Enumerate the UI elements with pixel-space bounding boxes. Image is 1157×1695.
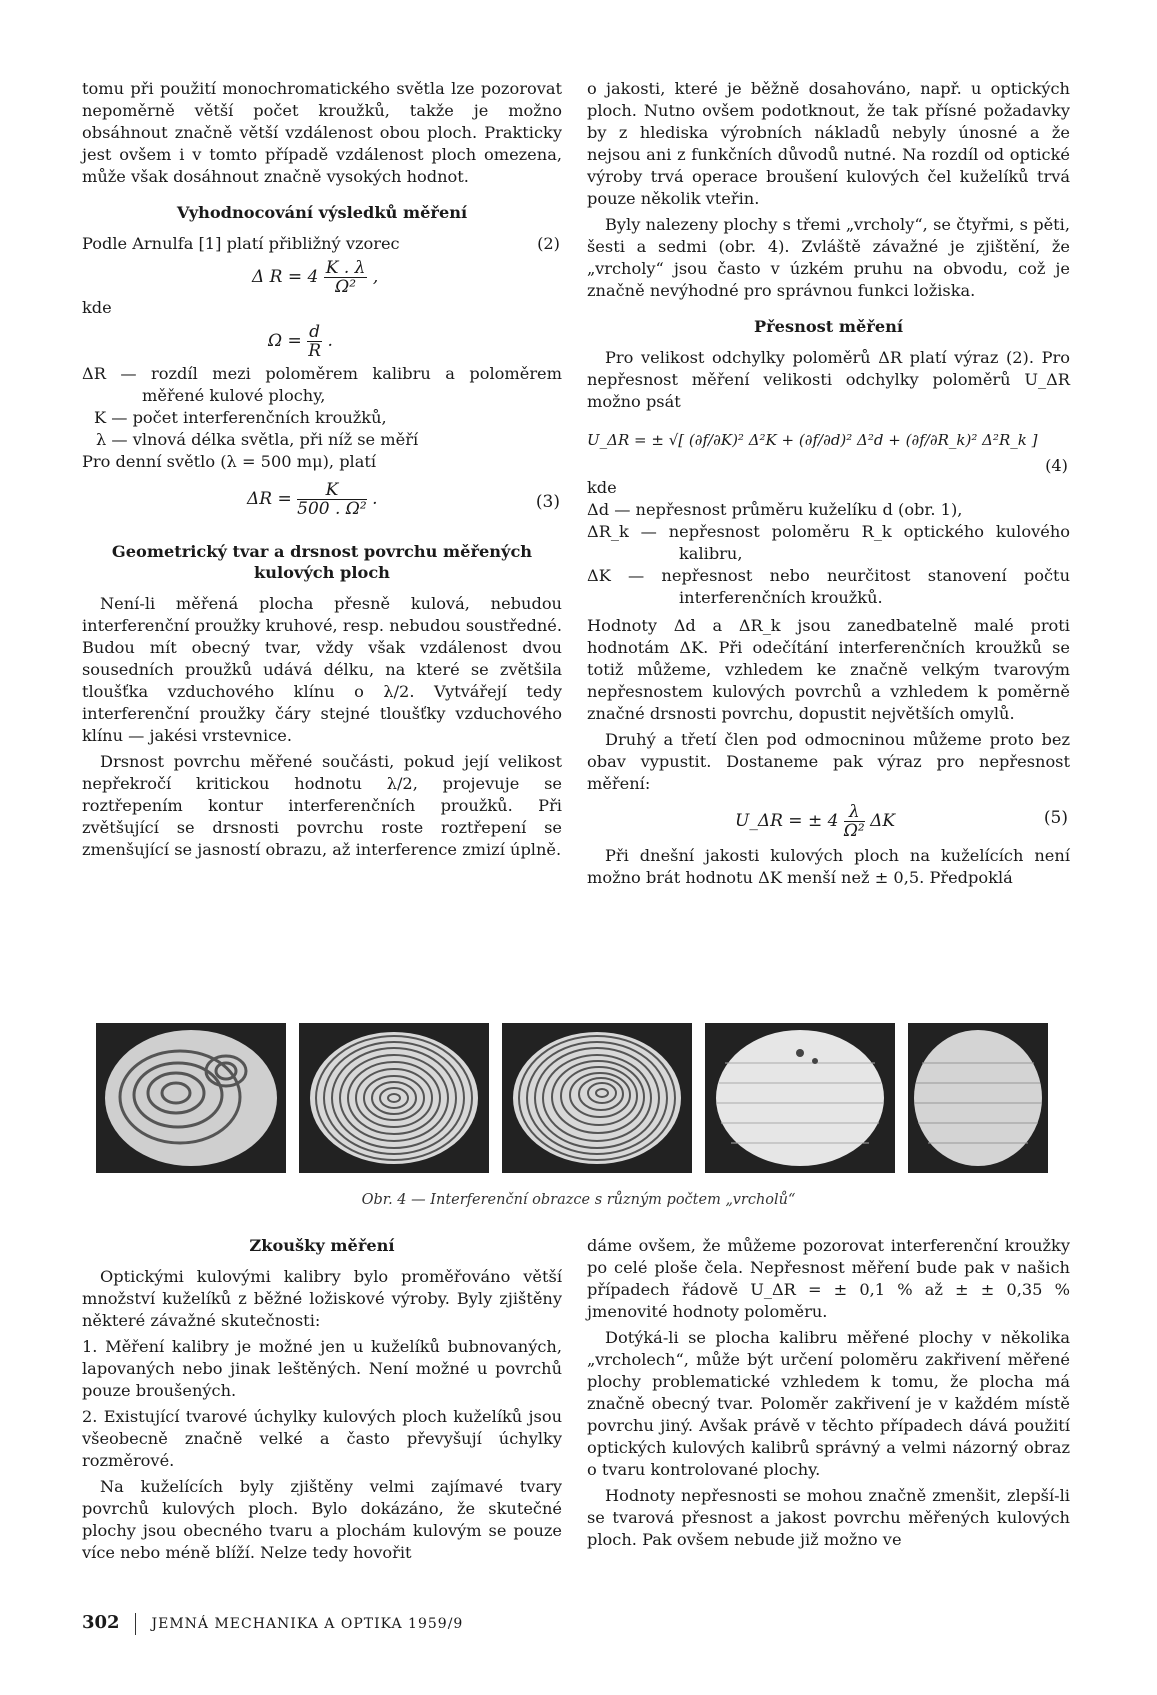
arnulf-line: [82, 233, 562, 255]
equation-omega: [82, 319, 562, 363]
eq5-numerator: λ: [844, 803, 865, 822]
paragraph-hodnoty: Hodnoty Δd a ΔR_k jsou zanedbatelně malé proti hodnotám ΔK. Při odečítání interferenčních kroužků se totiž můžeme, vzhledem ke značně velkým tvarovým nepřesnostem kulových povrchů a vzhledem k poměrně značné drsnosti povrchu, dopustit největších omylů.: [587, 616, 1070, 723]
definition-k: K — počet interferenčních kroužků,: [94, 408, 387, 427]
paragraph-dnesni: Při dnešní jakosti kulových ploch na kuželících není možno brát hodnotu ΔK menší než ± 0,5. Předpoklá: [587, 846, 1070, 887]
eq5-tail: ΔK: [870, 811, 896, 831]
heading-geometricky-tvar: Geometrický tvar a drsnost povrchu měřených kulových ploch: [111, 542, 533, 582]
paragraph-velikost: Pro velikost odchylky poloměrů ΔR platí výraz (2). Pro nepřesnost měření velikosti odchylky poloměrů U_ΔR možno psát: [587, 348, 1070, 411]
interference-image-1: [96, 1023, 286, 1173]
equation-2: [82, 255, 562, 297]
eq3-fraction: [297, 481, 367, 518]
left-column-top: [82, 78, 562, 865]
eq2-lhs: Δ R = 4: [252, 267, 319, 287]
eq3-numerator: K: [297, 481, 367, 500]
omega-denominator: R: [308, 341, 321, 361]
interference-image-2: [299, 1023, 489, 1173]
paragraph-drsnost: Drsnost povrchu měřené součásti, pokud její velikost nepřekročí kritickou hodnotu λ/2, projevuje se roztřepením kontur interferenčních proužků. Při zvětšující se drsnosti povrchu roste roztřepení se zmenšující se jasností obrazu, až interference zmizí úplně.: [82, 752, 562, 859]
paragraph-denni: Pro denní světlo (λ = 500 mμ), platí: [82, 452, 377, 471]
paragraph-dotyka: Dotýká-li se plocha kalibru měřené plochy v několika „vrcholech“, může být určení poloměru zakřivení měřené plochy problematické vzhledem k tomu, že plocha má značně obecný tvar. Poloměr zakřivení je v každém místě povrchu jiný. Avšak právě v těchto případech dává použití optických kulových kalibrů správný a velmi názorný obraz o tvaru kontrolované plochy.: [587, 1328, 1070, 1479]
heading-zkousky: Zkoušky měření: [249, 1236, 395, 1255]
definition-delta-d: Δd — nepřesnost průměru kuželíku d (obr. 1),: [587, 500, 963, 519]
paragraph-vrcholy: Byly nalezeny plochy s třemi „vrcholy“, se čtyřmi, s pěti, šesti a sedmi (obr. 4). Zvláště závažné je zjištění, že „vrcholy“ jsou často v úzkém pruhu na obvodu, což je značně nevýhodné pro správnou funkci ložiska.: [587, 215, 1070, 300]
interference-image-5: [908, 1023, 1048, 1173]
omega-numerator: d: [309, 322, 321, 342]
page-number: 302: [82, 1612, 120, 1633]
omega-fraction: [307, 323, 322, 360]
kde-label: kde: [82, 298, 112, 317]
eq2-denominator: Ω²: [335, 277, 357, 297]
footer-divider: [135, 1613, 136, 1635]
journal-name: JEMNÁ MECHANIKA A OPTIKA 1959/9: [151, 1616, 464, 1632]
eq3-denominator: 500 . Ω²: [297, 499, 367, 519]
definition-delta-k: ΔK — nepřesnost nebo neurčitost stanovení počtu interferenčních kroužků.: [587, 566, 1070, 607]
eq5-fraction: [844, 803, 865, 840]
equation-number-2: (2): [537, 234, 560, 253]
page-footer: [82, 1612, 463, 1635]
eq5-denominator: Ω²: [843, 821, 865, 841]
equation-3: [82, 477, 562, 527]
eq3-tail: .: [372, 489, 378, 509]
equation-number-5: (5): [1043, 808, 1068, 828]
eq2-numerator: K . λ: [325, 258, 366, 278]
equation-5: [587, 799, 1070, 845]
interference-image-3: [502, 1023, 692, 1173]
eq3-lhs: ΔR =: [247, 489, 292, 509]
left-column-bottom: [82, 1235, 562, 1568]
heading-presnost: Přesnost měření: [753, 317, 904, 336]
eq4-expression: U_ΔR = ± √[ (∂f/∂K)² Δ²K + (∂f/∂d)² Δ²d + (∂f/∂R_k)² Δ²R_k ]: [587, 431, 1038, 449]
right-column-bottom: [587, 1235, 1070, 1555]
equation-number-4: (4): [1045, 456, 1068, 475]
definitions-list-right: [587, 499, 1070, 609]
paragraph-jakost: o jakosti, které je běžně dosahováno, např. u optických ploch. Nutno ovšem podotknout, že tak přísné požadavky by z hlediska výrobních nákladů nebyly únosné a že nejsou ani z funkčních důvodů nutné. Na rozdíl od optické výroby trvá operace broušení kulových čel kuželíků trvá pouze několik vteřin.: [587, 79, 1070, 208]
heading-vyhodnocovani: Vyhodnocování výsledků měření: [176, 203, 468, 222]
eq2-fraction: [324, 259, 368, 296]
paragraph-intro: tomu při použití monochromatického světla lze pozorovat nepoměrně větší počet kroužků, takže je možno obsáhnout značně větší vzdálenost obou ploch. Prakticky jest ovšem i v tomto případě vzdálenost ploch omezena, může však dosáhnout značně vysokých hodnot.: [82, 79, 562, 186]
interference-image-4: [705, 1023, 895, 1173]
paragraph-druhy: Druhý a třetí člen pod odmocninou můžeme proto bez obav vypustit. Dostaneme pak výraz pro nepřesnost měření:: [587, 730, 1070, 793]
paragraph-dame: dáme ovšem, že můžeme pozorovat interferenční kroužky po celé ploše čela. Nepřesnost měření bude pak v našich případech řádově U_ΔR = ± 0,1 % až ± ± 0,35 % jmenovité hodnoty poloměru.: [587, 1236, 1070, 1321]
figure-4-images: [96, 1023, 1056, 1188]
eq5-lhs: U_ΔR = ± 4: [735, 811, 839, 831]
paragraph-hodnoty-nepresnosti: Hodnoty nepřesnosti se mohou značně zmenšit, zlepší-li se tvarová přesnost a jakost povrchu měřených kulových ploch. Pak ovšem nebude již možno ve: [587, 1486, 1070, 1549]
list-item-2: 2. Existující tvarové úchylky kulových ploch kuželíků jsou všeobecně značně velké a často převyšují úchylky rozměrové.: [82, 1407, 562, 1470]
equation-number-3: (3): [535, 492, 560, 512]
paragraph-neni: Není-li měřená plocha přesně kulová, nebudou interferenční proužky kruhové, resp. nebudou soustředné. Budou mít obecný tvar, vždy však vzdálenost dvou sousedních proužků udává délku, na které se zvětšila tloušťka vzduchového klínu o λ/2. Vytvářejí tedy interferenční proužky čáry stejné tloušťky vzduchového klínu — jakési vrstevnice.: [82, 594, 562, 745]
list-item-1: 1. Měření kalibry je možné jen u kuželíků bubnovaných, lapovaných nebo jinak leštěných. Není možné u povrchů pouze broušených.: [82, 1337, 562, 1400]
eq2-tail: ,: [372, 267, 379, 287]
figure-caption: Obr. 4 — Interferenční obrazce s různým počtem „vrcholů“: [361, 1192, 796, 1208]
kde-label-right: kde: [587, 478, 617, 497]
paragraph-na-kuzelicich: Na kuželících byly zjištěny velmi zajímavé tvary povrchů kulových ploch. Bylo dokázáno, že skutečné plochy jsou obecného tvaru a plochám kulovým se pouze více nebo méně blíží. Nelze tedy hovořit: [82, 1477, 562, 1562]
omega-tail: .: [327, 331, 333, 351]
definition-lambda: λ — vlnová délka světla, při níž se měří: [96, 430, 419, 449]
definition-dr: ΔR — rozdíl mezi poloměrem kalibru a poloměrem měřené kulové plochy,: [82, 364, 562, 405]
right-column-top: [587, 78, 1070, 893]
definition-delta-rk: ΔR_k — nepřesnost poloměru R_k optického kulového kalibru,: [587, 522, 1070, 563]
paragraph-arnulf: Podle Arnulfa [1] platí přibližný vzorec: [82, 234, 400, 253]
paragraph-optickymi: Optickými kulovými kalibry bylo proměřováno větší množství kuželíků z běžné ložiskové výroby. Byly zjištěny některé závažné skutečnosti:: [82, 1267, 562, 1330]
definitions-list: [82, 363, 562, 451]
omega-lhs: Ω =: [268, 331, 302, 351]
equation-4: [587, 419, 1070, 477]
